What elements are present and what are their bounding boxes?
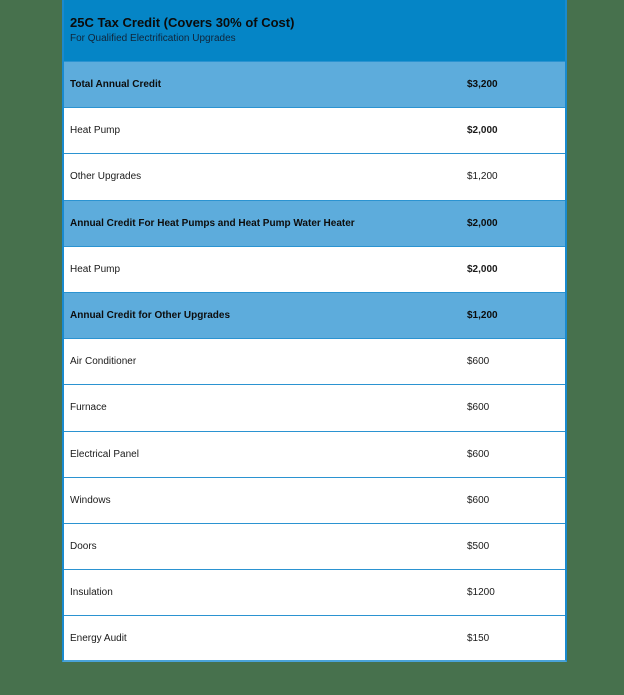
row-value: $600: [467, 448, 490, 460]
table-row: [64, 338, 565, 384]
row-value: $2,000: [467, 217, 498, 229]
row-value: $3,200: [467, 79, 498, 91]
row-label: Annual Credit For Heat Pumps and Heat Pump Water Heater: [70, 217, 355, 229]
table-title: 25C Tax Credit (Covers 30% of Cost): [70, 15, 295, 30]
row-value: $1,200: [467, 310, 498, 322]
table-row: [64, 569, 565, 615]
row-label: Annual Credit for Other Upgrades: [70, 310, 231, 322]
row-label: Heat Pump: [70, 263, 121, 275]
row-value: $1,200: [467, 171, 498, 183]
row-value: $1200: [467, 587, 495, 599]
tax-credit-table: [62, 0, 567, 662]
row-label: Energy Audit: [70, 633, 127, 645]
table-row: [64, 107, 565, 153]
row-label: Electrical Panel: [70, 448, 139, 460]
table-row: [64, 477, 565, 523]
row-label: Windows: [70, 494, 111, 506]
row-label: Furnace: [70, 402, 107, 414]
row-label: Doors: [70, 540, 97, 552]
table-row-heat-pump-credit: [64, 200, 565, 246]
table-row: [64, 523, 565, 569]
table-row: [64, 153, 565, 199]
table-row: [64, 384, 565, 430]
table-header: [64, 0, 565, 61]
row-label: Insulation: [70, 587, 113, 599]
row-value: $600: [467, 402, 490, 414]
table-row-total-annual-credit: [64, 61, 565, 107]
row-value: $600: [467, 494, 490, 506]
row-label: Other Upgrades: [70, 171, 142, 183]
row-value: $500: [467, 540, 490, 552]
table-row: [64, 246, 565, 292]
table-row: [64, 431, 565, 477]
row-value: $2,000: [467, 125, 498, 137]
row-label: Heat Pump: [70, 125, 121, 137]
row-value: $2,000: [467, 263, 498, 275]
row-value: $600: [467, 356, 490, 368]
table-subtitle: For Qualified Electrification Upgrades: [70, 33, 236, 44]
row-label: Total Annual Credit: [70, 79, 162, 91]
row-value: $150: [467, 633, 490, 645]
table-row: [64, 615, 565, 661]
row-label: Air Conditioner: [70, 356, 137, 368]
table-row-other-upgrades-credit: [64, 292, 565, 338]
